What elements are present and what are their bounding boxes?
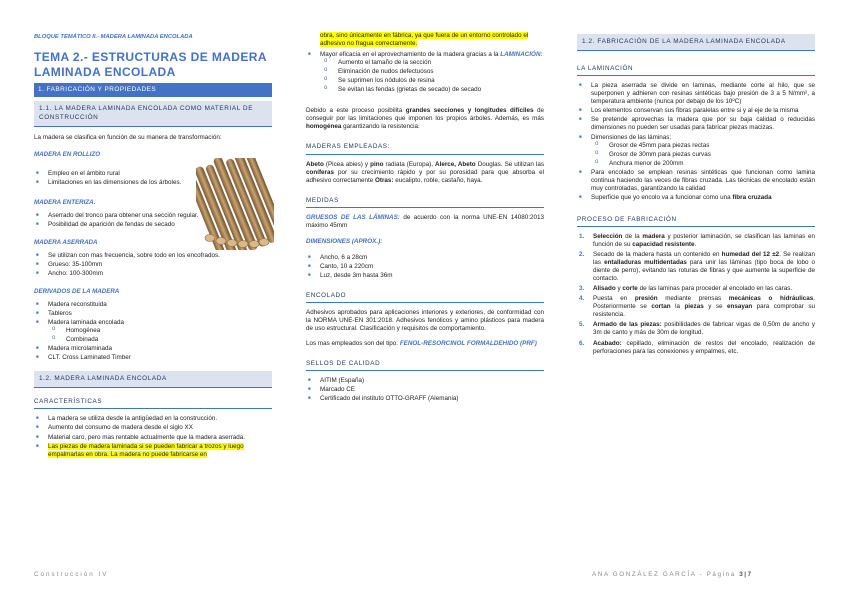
list-item-highlighted: ■ Las piezas de madera laminada si se pueden fabricar a trozos y luego empalmarlas en obra. La madera no puede fabricarse en xyxy=(34,443,272,459)
list-item: ■ Los elementos conservan sus fibras paralelas entre si y al eje de la misma xyxy=(577,107,815,115)
list-item: ■ Posibilidad de aparición de fendas de secado xyxy=(34,221,214,229)
sub-list-item: o Homogénea xyxy=(34,327,272,335)
list-item: ■ Aumento del consumo de madera desde el siglo XX xyxy=(34,424,272,432)
step-item: 6. Acabado: cepillado, eliminación de restos del encolado, realización de perforaciones para las conexiones y empalmes, etc. xyxy=(579,339,815,355)
step-item: 5. Armado de las piezas: posibilidades de fabricar vigas de 0,50m de ancho y 3m de canto y más de 30m de longitud. xyxy=(579,321,816,337)
step-item: 1. Selección de la madera y posterior laminación, se clasifican las laminas en función de su capacidad resistente. xyxy=(579,232,816,248)
eficacia-list xyxy=(306,51,544,94)
list-item: ■ Limitaciones en las dimensiones de los árboles. xyxy=(34,179,184,187)
list-item: ■ Material caro, pero mas rentable actualmente que la madera aserrada. xyxy=(34,434,272,442)
list-item: ■ La pieza aserrada se divide en laminas, mediante corte al hilo, que se superponen y adhieren con resinas sintéticas bajo presión de 3 a 5 N/mm², a temperatura ambiente (nunca por debajo de los 10ºC) xyxy=(577,82,815,106)
list-item: ■ Canto, 10 a 220cm xyxy=(306,263,544,271)
list-item: ■ Mayor eficacia en el aprovechamiento de la madera gracias a la LAMINACIÓN: o Aumento el tamaño de la sección o Eliminación de nudos defectuosos o Se suprimen los nódulos de resina o Se evitan las fendas (grietas de secado) de secado xyxy=(306,51,544,94)
list-item: ■ Grueso: 35-100mm xyxy=(34,261,272,269)
aserrada-list xyxy=(34,252,272,278)
dimensiones-list xyxy=(306,254,544,280)
encolado-text: Adhesivos aprobados para aplicaciones interiores y exteriores, de conformidad con la NORMA UNE-EN 301:2018. Adhesivos fenólicos y amino plásticos para madera de uso estructural. Clasificación y requisitos de comportamiento. xyxy=(306,309,544,333)
footer-right: ANA GONZÁLEZ GARCÍA - Página 3|7 xyxy=(592,571,753,578)
sub-list-item: o Grosor de 30mm para piezas curvas xyxy=(577,151,815,159)
aserrada-heading: MADERA ASERRADA xyxy=(34,238,98,246)
enteriza-heading: MADERA ENTERIZA. xyxy=(34,198,96,206)
sellos-heading: SELLOS DE CALIDAD xyxy=(306,360,544,371)
sub-list-item: o Combinada xyxy=(34,336,272,344)
step-item: 4. Puesta en presión mediante prensas mecánicas o hidráulicas. Posteriormente se cortan la piezas y se ensayan para comprobar su resistencia. xyxy=(579,295,815,319)
sub-list-item: o Se evitan las fendas (grietas de secado) de secado xyxy=(306,86,544,94)
list-item: ■ Madera microlaminada xyxy=(34,345,272,353)
list-item: ■ Certificado del instituto OTTO-GRAFF (Alemania) xyxy=(306,395,544,403)
encolado-heading: ENCOLADO xyxy=(306,292,544,303)
list-item: ■ Empleo en el ámbito rural xyxy=(34,170,184,178)
derivados-heading: DERIVADOS DE LA MADERA xyxy=(34,287,120,295)
derivados-list xyxy=(34,301,272,362)
sub-list-item: o Grosor de 45mm para piezas rectas xyxy=(577,142,815,150)
list-item: ■ Tableros xyxy=(34,310,272,318)
list-item: ■ Ancho, 6 a 28cm xyxy=(306,254,544,262)
list-item: ■ Marcado CE xyxy=(306,386,544,394)
sub-list-item: o Anchura menor de 200mm xyxy=(577,160,815,168)
encolado-type-text: Los mas empleados son del tipo: FENOL-RESORCINOL FORMALDEHIDO (PRF) xyxy=(306,340,537,348)
section-bar-material: 1.1. LA MADERA LAMINADA ENCOLADA COMO MATERIAL DE CONSTRUCCIÓN xyxy=(34,101,272,126)
list-item: ■ Madera laminada encolada o Homogénea o Combinada xyxy=(34,319,272,344)
gruesos-text: GRUESOS DE LAS LÁMINAS: de acuerdo con la norma UNE-EN 14080:2013 máximo 45mm xyxy=(306,213,544,229)
list-item: ■ La madera se utiliza desde la antigüedad en la construcción. xyxy=(34,415,272,423)
proceso-steps xyxy=(577,233,815,356)
list-item: ■ Se utilizan con mas frecuencia, sobre todo en los encofrados. xyxy=(34,252,272,260)
proceso-heading: PROCESO DE FABRICACIÓN xyxy=(577,216,815,227)
laminacion-paragraph: Debido a este proceso posibilita grandes secciones y longitudes difíciles de conseguir por las limitaciones que imponen los propios árboles. Además, es más homogénea garantizando la resistencia. xyxy=(306,107,545,131)
step-item: 2. Secado de la madera hasta un contenido en humedad del 12 ±2. Se realizan las entalladuras multidentadas para unir las láminas (tipo boca de lobo o diente de perro), evitando las roturas de fibras y que aumente la superficie de contacto. xyxy=(579,251,815,283)
laminacion-list xyxy=(577,82,815,202)
maderas-empleadas-text: Abeto (Picea abies) y pino radiata (Europa), Alerce, Abeto Douglas. Se utilizan las coníferas por su crecimiento rápido y por su porosidad para que absorba el adhesivo correctamente Otras: eucalipto, roble, castaño, haya. xyxy=(306,160,544,184)
caracteristicas-heading: CARACTERÍSTICAS xyxy=(34,398,272,409)
column-right xyxy=(577,34,815,358)
sub-list-item: o Aumento el tamaño de la sección xyxy=(306,59,544,67)
block-label: BLOQUE TEMÁTICO II.- MADERA LAMINADA ENCOLADA xyxy=(34,34,193,40)
list-item: ■ Madera reconstituida xyxy=(34,301,272,309)
list-item: ■ Se pretende aprovechas la madera que por su baja calidad o reducidas dimensiones no pueden ser usadas para fabricar piezas macizas. xyxy=(577,116,815,132)
intro-text: La madera se clasifica en función de su manera de transformación: xyxy=(34,133,222,141)
rollizo-list xyxy=(34,170,184,187)
caracteristicas-list xyxy=(34,415,272,458)
sub-list-item: o Se suprimen los nódulos de resina xyxy=(306,77,544,85)
wood-logs-photo xyxy=(196,158,274,250)
rollizo-heading: MADERA EN ROLLIZO xyxy=(34,150,101,158)
column-middle xyxy=(306,32,544,406)
step-item: 3. Alisado y corte de las laminas para proceder al encolado en las caras. xyxy=(579,285,793,293)
footer-left: Construcción IV xyxy=(34,571,109,578)
enteriza-list xyxy=(34,212,214,229)
dimensiones-label: DIMENSIONES (APROX.): xyxy=(306,237,383,245)
list-item: ■ Aserrado del tronco para obtener una sección regular. xyxy=(34,212,214,220)
laminacion-heading: LA LAMINACIÓN xyxy=(577,65,815,76)
list-item: ■ Superficie que yo encolo va a funcionar como una fibra cruzada xyxy=(577,194,815,202)
list-item: ■ Luz, desde 3m hasta 36m xyxy=(306,272,544,280)
page-title: TEMA 2.- ESTRUCTURAS DE MADERA LAMINADA ENCOLADA xyxy=(34,50,267,79)
medidas-heading: MEDIDAS xyxy=(306,197,544,208)
section-bar-fabricacion-mle: 1.2. FABRICACIÓN DE LA MADERA LAMINADA ENCOLADA xyxy=(577,34,815,51)
page-number: 3|7 xyxy=(739,571,753,578)
list-item: ■ CLT. Cross Laminated Timber xyxy=(34,354,272,362)
list-item: ■ Ancho: 100-300mm xyxy=(34,270,272,278)
continued-highlight: obra, sino únicamente en fábrica, ya que fuera de un entorno controlado el adhesivo no fragua correctamente. xyxy=(320,32,529,48)
maderas-empleadas-heading: MADERAS EMPLEADAS: xyxy=(306,143,544,154)
sellos-list xyxy=(306,377,544,403)
section-bar-fabricacion: 1. FABRICACIÓN Y PROPIEDADES xyxy=(34,83,272,97)
list-item: ■ Dimensiones de las láminas: o Grosor de 45mm para piezas rectas o Grosor de 30mm para piezas curvas o Anchura menor de 200mm xyxy=(577,134,815,168)
list-item: ■ Para encolado se emplean resinas sintéticas que funcionan como lamina continua haciendo las veces de fibras cruzada. Las técnicas de encolado están muy controladas, garantizando la calidad xyxy=(577,169,815,193)
sub-list-item: o Eliminación de nudos defectuosos xyxy=(306,68,544,76)
list-item: ■ AITIM (España) xyxy=(306,377,544,385)
section-bar-mle: 1.2. MADERA LAMINADA ENCOLADA xyxy=(34,371,272,388)
